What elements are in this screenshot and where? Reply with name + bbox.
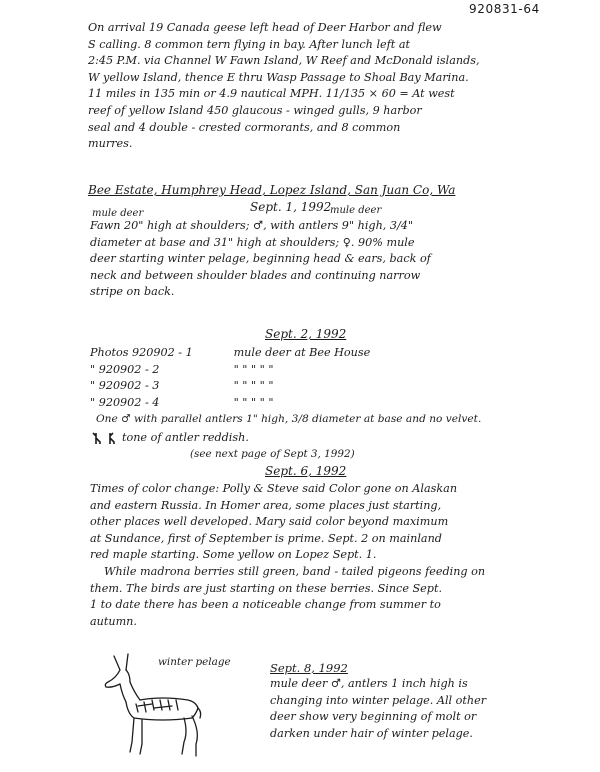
text-line: at Sundance, first of September is prime. Sept. 2 on mainland	[90, 531, 442, 545]
text-line: 2:45 P.M. via Channel W Fawn Island, W Reef and McDonald islands,	[88, 54, 480, 68]
photo-row	[90, 345, 370, 362]
photo-desc: " " " " "	[233, 362, 274, 376]
text-line: neck and between shoulder blades and continuing narrow	[90, 268, 421, 282]
text-line: On arrival 19 Canada geese left head of Deer Harbor and flew	[88, 21, 442, 34]
entry-sept1	[90, 218, 431, 301]
text-line: murres.	[88, 137, 133, 151]
photo-row	[90, 378, 370, 395]
sept2-date: Sept. 2, 1992	[265, 327, 347, 341]
entry-sept8	[270, 676, 486, 742]
note-mule-deer-right: mule deer	[330, 205, 382, 216]
photo-label: Photos 920902 - 1	[90, 346, 193, 359]
text-line: stripe on back.	[90, 285, 175, 299]
text-line: While madrona berries still green, band - tailed pigeons feeding on	[104, 564, 486, 578]
text-line: mule deer ♂, antlers 1 inch high is	[270, 677, 468, 690]
text-line: deer starting winter pelage, beginning head & ears, back of	[90, 252, 431, 266]
text-line: darken under hair of winter pelage.	[270, 726, 473, 740]
text-line: them. The birds are just starting on these berries. Since Sept.	[90, 581, 443, 595]
sept8-date: Sept. 8, 1992	[270, 661, 348, 675]
text-line: Fawn 20" high at shoulders; ♂, with antlers 9" high, 3/4"	[90, 219, 414, 232]
photo-row	[90, 362, 370, 379]
photo-desc: " " " " "	[233, 395, 274, 409]
text-line: seal and 4 double - crested cormorants, and 8 common	[88, 120, 401, 134]
entry-sept2	[96, 411, 481, 428]
text-line: One ♂ with parallel antlers 1" high, 3/8 diameter at base and no velvet.	[96, 413, 482, 425]
text-line: Times of color change: Polly & Steve said Color gone on Alaskan	[90, 482, 458, 495]
sept6-date: Sept. 6, 1992	[265, 464, 347, 478]
location-heading: Bee Estate, Humphrey Head, Lopez Island, San Juan Co, Wa	[88, 183, 456, 197]
text-line: autumn.	[90, 614, 137, 628]
winter-pelage-label: winter pelage	[158, 656, 231, 668]
entry-sept6	[90, 481, 485, 630]
text-line: 11 miles in 135 min or 4.9 nautical MPH. 11/135 × 60 = At west	[88, 87, 455, 101]
text-line: other places well developed. Mary said color beyond maximum	[90, 515, 449, 529]
text-line: reef of yellow Island 450 glaucous - winged gulls, 9 harbor	[88, 103, 422, 117]
photo-label: " 920902 - 2	[90, 362, 160, 376]
photo-label: " 920902 - 4	[90, 395, 160, 409]
photo-row	[90, 395, 370, 412]
text-line: and eastern Russia. In Homer area, some places just starting,	[90, 498, 442, 512]
antler-sketch-icon	[92, 430, 118, 446]
entry-arrival	[88, 20, 480, 153]
text-line: 1 to date there has been a noticeable change from summer to	[90, 598, 441, 612]
text-line: red maple starting. Some yellow on Lopez Sept. 1.	[90, 548, 377, 562]
see-next-page-note: (see next page of Sept 3, 1992)	[190, 448, 355, 460]
photo-desc: " " " " "	[233, 379, 274, 393]
photo-label: " 920902 - 3	[90, 379, 160, 393]
page-number: 920831-64	[469, 2, 540, 16]
text-line: S calling. 8 common tern flying in bay. After lunch left at	[88, 37, 410, 51]
text-line: changing into winter pelage. All other	[270, 693, 487, 707]
photo-desc: mule deer at Bee House	[233, 346, 371, 359]
text-line: W yellow Island, thence E thru Wasp Passage to Shoal Bay Marina.	[88, 70, 469, 84]
text-line: diameter at base and 31" high at shoulders; ♀. 90% mule	[90, 235, 415, 249]
text-line: deer show very beginning of molt or	[270, 710, 477, 724]
antler-tone-note: tone of antler reddish.	[122, 431, 249, 444]
sept1-date: Sept. 1, 1992	[250, 200, 332, 214]
photo-list	[90, 345, 370, 411]
note-mule-deer-left: mule deer	[92, 208, 144, 219]
